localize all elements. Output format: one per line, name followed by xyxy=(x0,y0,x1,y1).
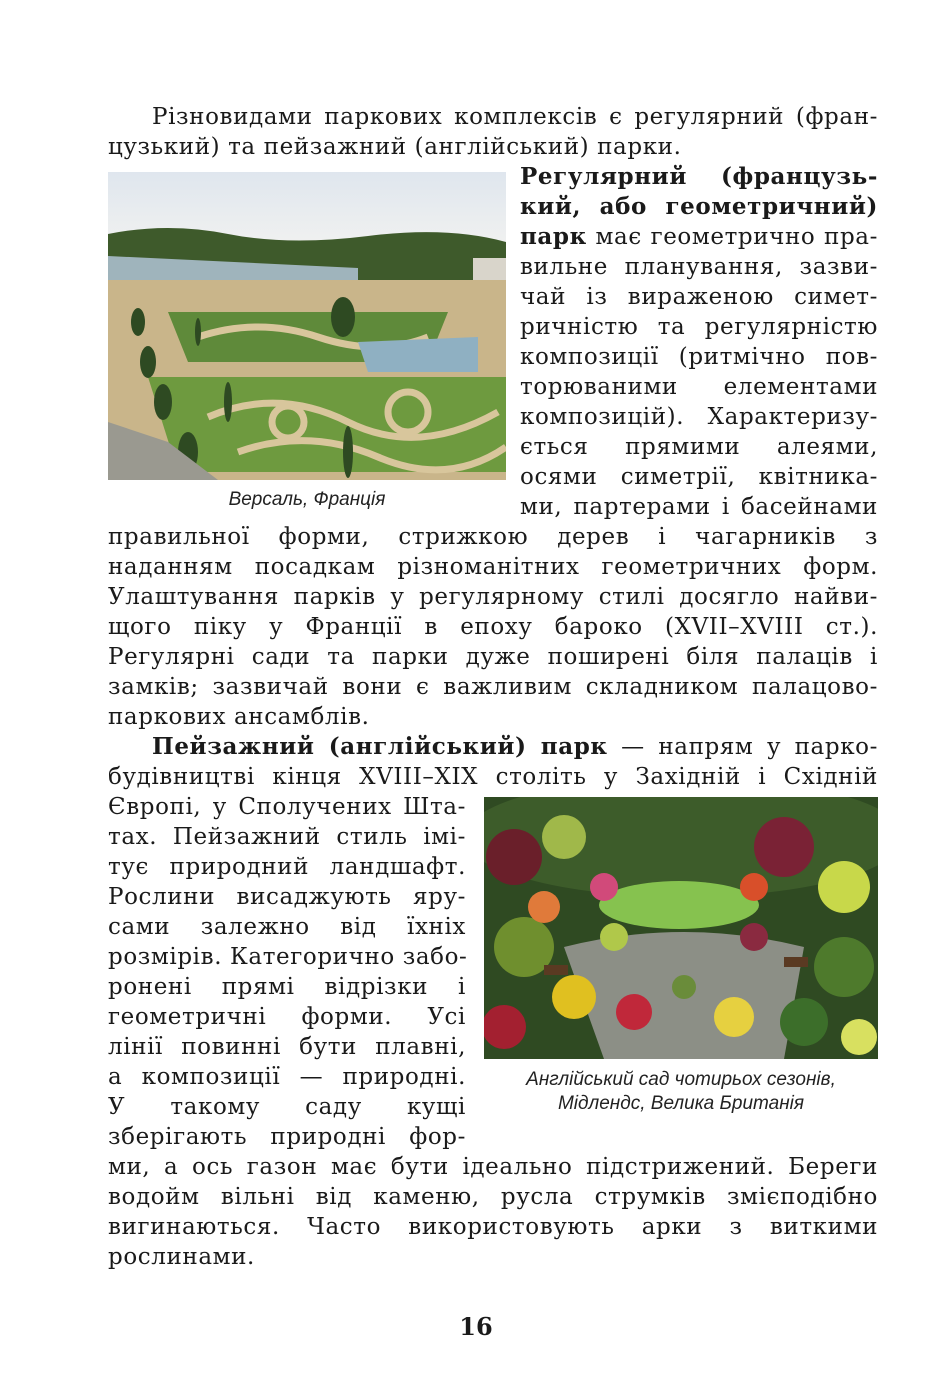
text-line: Європі, у Сполучених Шта- xyxy=(108,794,466,820)
text-line: правильної форми, стрижкою дерев і чагарників з xyxy=(108,524,878,550)
text-line: ричністю та регулярністю xyxy=(520,314,878,340)
text-line: лінії повинні бути плавні, xyxy=(108,1034,466,1060)
text-line: вильне планування, зазви- xyxy=(520,254,878,280)
text-line: паркових ансамблів. xyxy=(108,704,370,730)
text-line: осями симетрії, квітника- xyxy=(520,464,878,490)
versailles-photo xyxy=(108,172,506,480)
english-garden-caption xyxy=(484,1068,878,1116)
intro-line: цузький) та пейзажний (англійський) парки. xyxy=(108,134,682,160)
text-line xyxy=(520,222,878,252)
page-number: 16 xyxy=(459,1312,493,1341)
text-line: наданням посадкам різноманітних геометричних форм. xyxy=(108,554,878,580)
term-bold: Регулярний (французь- xyxy=(520,163,878,190)
text-line: композицій). Характеризу- xyxy=(520,404,878,430)
text-line: геометричні форми. Усі xyxy=(108,1004,466,1030)
text-line: вигинаються. Часто використовують арки з виткими xyxy=(108,1214,878,1240)
text-line: Регулярні сади та парки дуже поширені біля палаців і xyxy=(108,644,878,670)
text-span: — напрям у парко- xyxy=(607,734,878,760)
text-line xyxy=(152,732,878,762)
text-line: композиції (ритмічно пов- xyxy=(520,344,878,370)
intro-line: Різновидами паркових комплексів є регулярний (фран- xyxy=(152,104,878,130)
text-line: У такому саду кущі xyxy=(108,1094,466,1120)
text-line: щого піку у Франції в епоху бароко (XVII–XVIII ст.). xyxy=(108,614,878,640)
english-garden-photo xyxy=(484,797,878,1059)
text-line: замків; зазвичай вони є важливим складником палацово- xyxy=(108,674,878,700)
text-line: тує природний ландшафт. xyxy=(108,854,466,880)
text-line: ми, а ось газон має бути ідеально підстрижений. Береги xyxy=(108,1154,878,1180)
text-span: має геометрично пра- xyxy=(586,224,878,250)
text-line: тах. Пейзажний стиль імі- xyxy=(108,824,466,850)
text-line: будівництві кінця XVIII–XIX століть у Західній і Східній xyxy=(108,764,878,790)
text-line: торюваними елементами xyxy=(520,374,878,400)
text-line: водойм вільні від каменю, русла струмків змієподібно xyxy=(108,1184,878,1210)
text-line: чай із вираженою симет- xyxy=(520,284,878,310)
text-line xyxy=(520,162,878,192)
term-bold: кий, або геометричний) xyxy=(520,193,878,220)
term-bold: Пейзажний (англійський) парк xyxy=(152,733,608,760)
versailles-caption: Версаль, Франція xyxy=(228,489,386,510)
text-line: Улаштування парків у регулярному стилі досягло найви- xyxy=(108,584,878,610)
text-line: ронені прямі відрізки і xyxy=(108,974,466,1000)
text-line: зберігають природні фор- xyxy=(108,1124,466,1150)
caption-line: Англійський сад чотирьох сезонів, xyxy=(526,1069,836,1090)
text-line: сами залежно від їхніх xyxy=(108,914,466,940)
text-line: а композиції — природні. xyxy=(108,1064,466,1090)
term-bold: парк xyxy=(520,223,587,250)
text-line: рослинами. xyxy=(108,1244,255,1270)
text-line: ється прямими алеями, xyxy=(520,434,878,460)
text-line: Рослини висаджують яру- xyxy=(108,884,466,910)
text-line: ми, партерами і басейнами xyxy=(520,494,878,520)
caption-line: Мідлендс, Велика Британія xyxy=(557,1093,805,1114)
text-line: розмірів. Категорично забо- xyxy=(108,944,468,970)
text-line xyxy=(520,192,878,222)
